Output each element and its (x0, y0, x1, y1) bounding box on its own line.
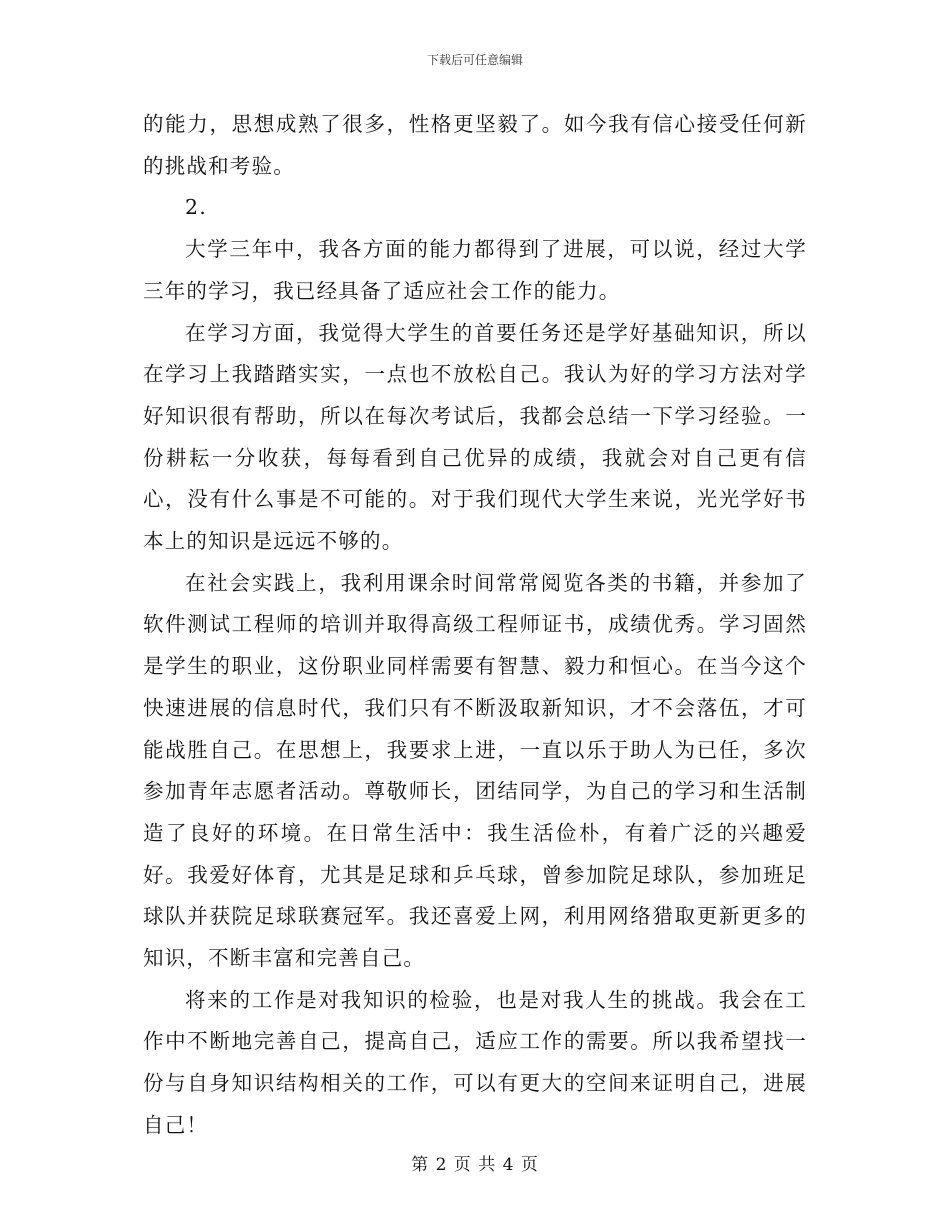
section-number: 2. (185, 195, 207, 220)
paragraph-social-practice: 在社会实践上，我利用课余时间常常阅览各类的书籍，并参加了软件测试工程师的培训并取得高级工程师证书，成绩优秀。学习固然是学生的职业，这份职业同样需要有智慧、毅力和恒心。在当今这个快速进展的信息时代，我们只有不断汲取新知识，才不会落伍，才可能战胜自己。在思想上，我要求上进，一直以乐于助人为已任，多次参加青年志愿者活动。尊敬师长，团结同学，为自己的学习和生活制造了良好的环境。在日常生活中：我生活俭朴，有着广泛的兴趣爱好。我爱好体育，尤其是足球和乒乓球，曾参加院足球队，参加班足球队并获院足球联赛冠军。我还喜爱上网，利用网络猎取更新更多的知识，不断丰富和完善自己。 (143, 570, 807, 971)
document-body (143, 104, 807, 1147)
paragraph-study: 在学习方面，我觉得大学生的首要任务还是学好基础知识，所以在学习上我踏踏实实，一点也不放松自己。我认为好的学习方法对学好知识很有帮助，所以在每次考试后，我都会总结一下学习经验。一份耕耘一分收获，每每看到自己优异的成绩，我就会对自己更有信心，没有什么事是不可能的。对于我们现代大学生来说，光光学好书本上的知识是远远不够的。 (143, 320, 807, 554)
paragraph-continuation: 的能力，思想成熟了很多，性格更坚毅了。如今我有信心接受任何新的挑战和考验。 (143, 112, 807, 178)
page-footer: 第 2 页 共 4 页 (411, 1155, 539, 1175)
paragraph-future-work: 将来的工作是对我知识的检验，也是对我人生的挑战。我会在工作中不断地完善自己，提高自己，适应工作的需要。所以我希望找一份与自身知识结构相关的工作，可以有更大的空间来证明自己，进展自己！ (143, 987, 807, 1137)
page-header: 下载后可任意编辑 (426, 53, 523, 67)
paragraph-ability: 大学三年中，我各方面的能力都得到了进展，可以说，经过大学三年的学习，我已经具备了适应社会工作的能力。 (143, 237, 807, 303)
